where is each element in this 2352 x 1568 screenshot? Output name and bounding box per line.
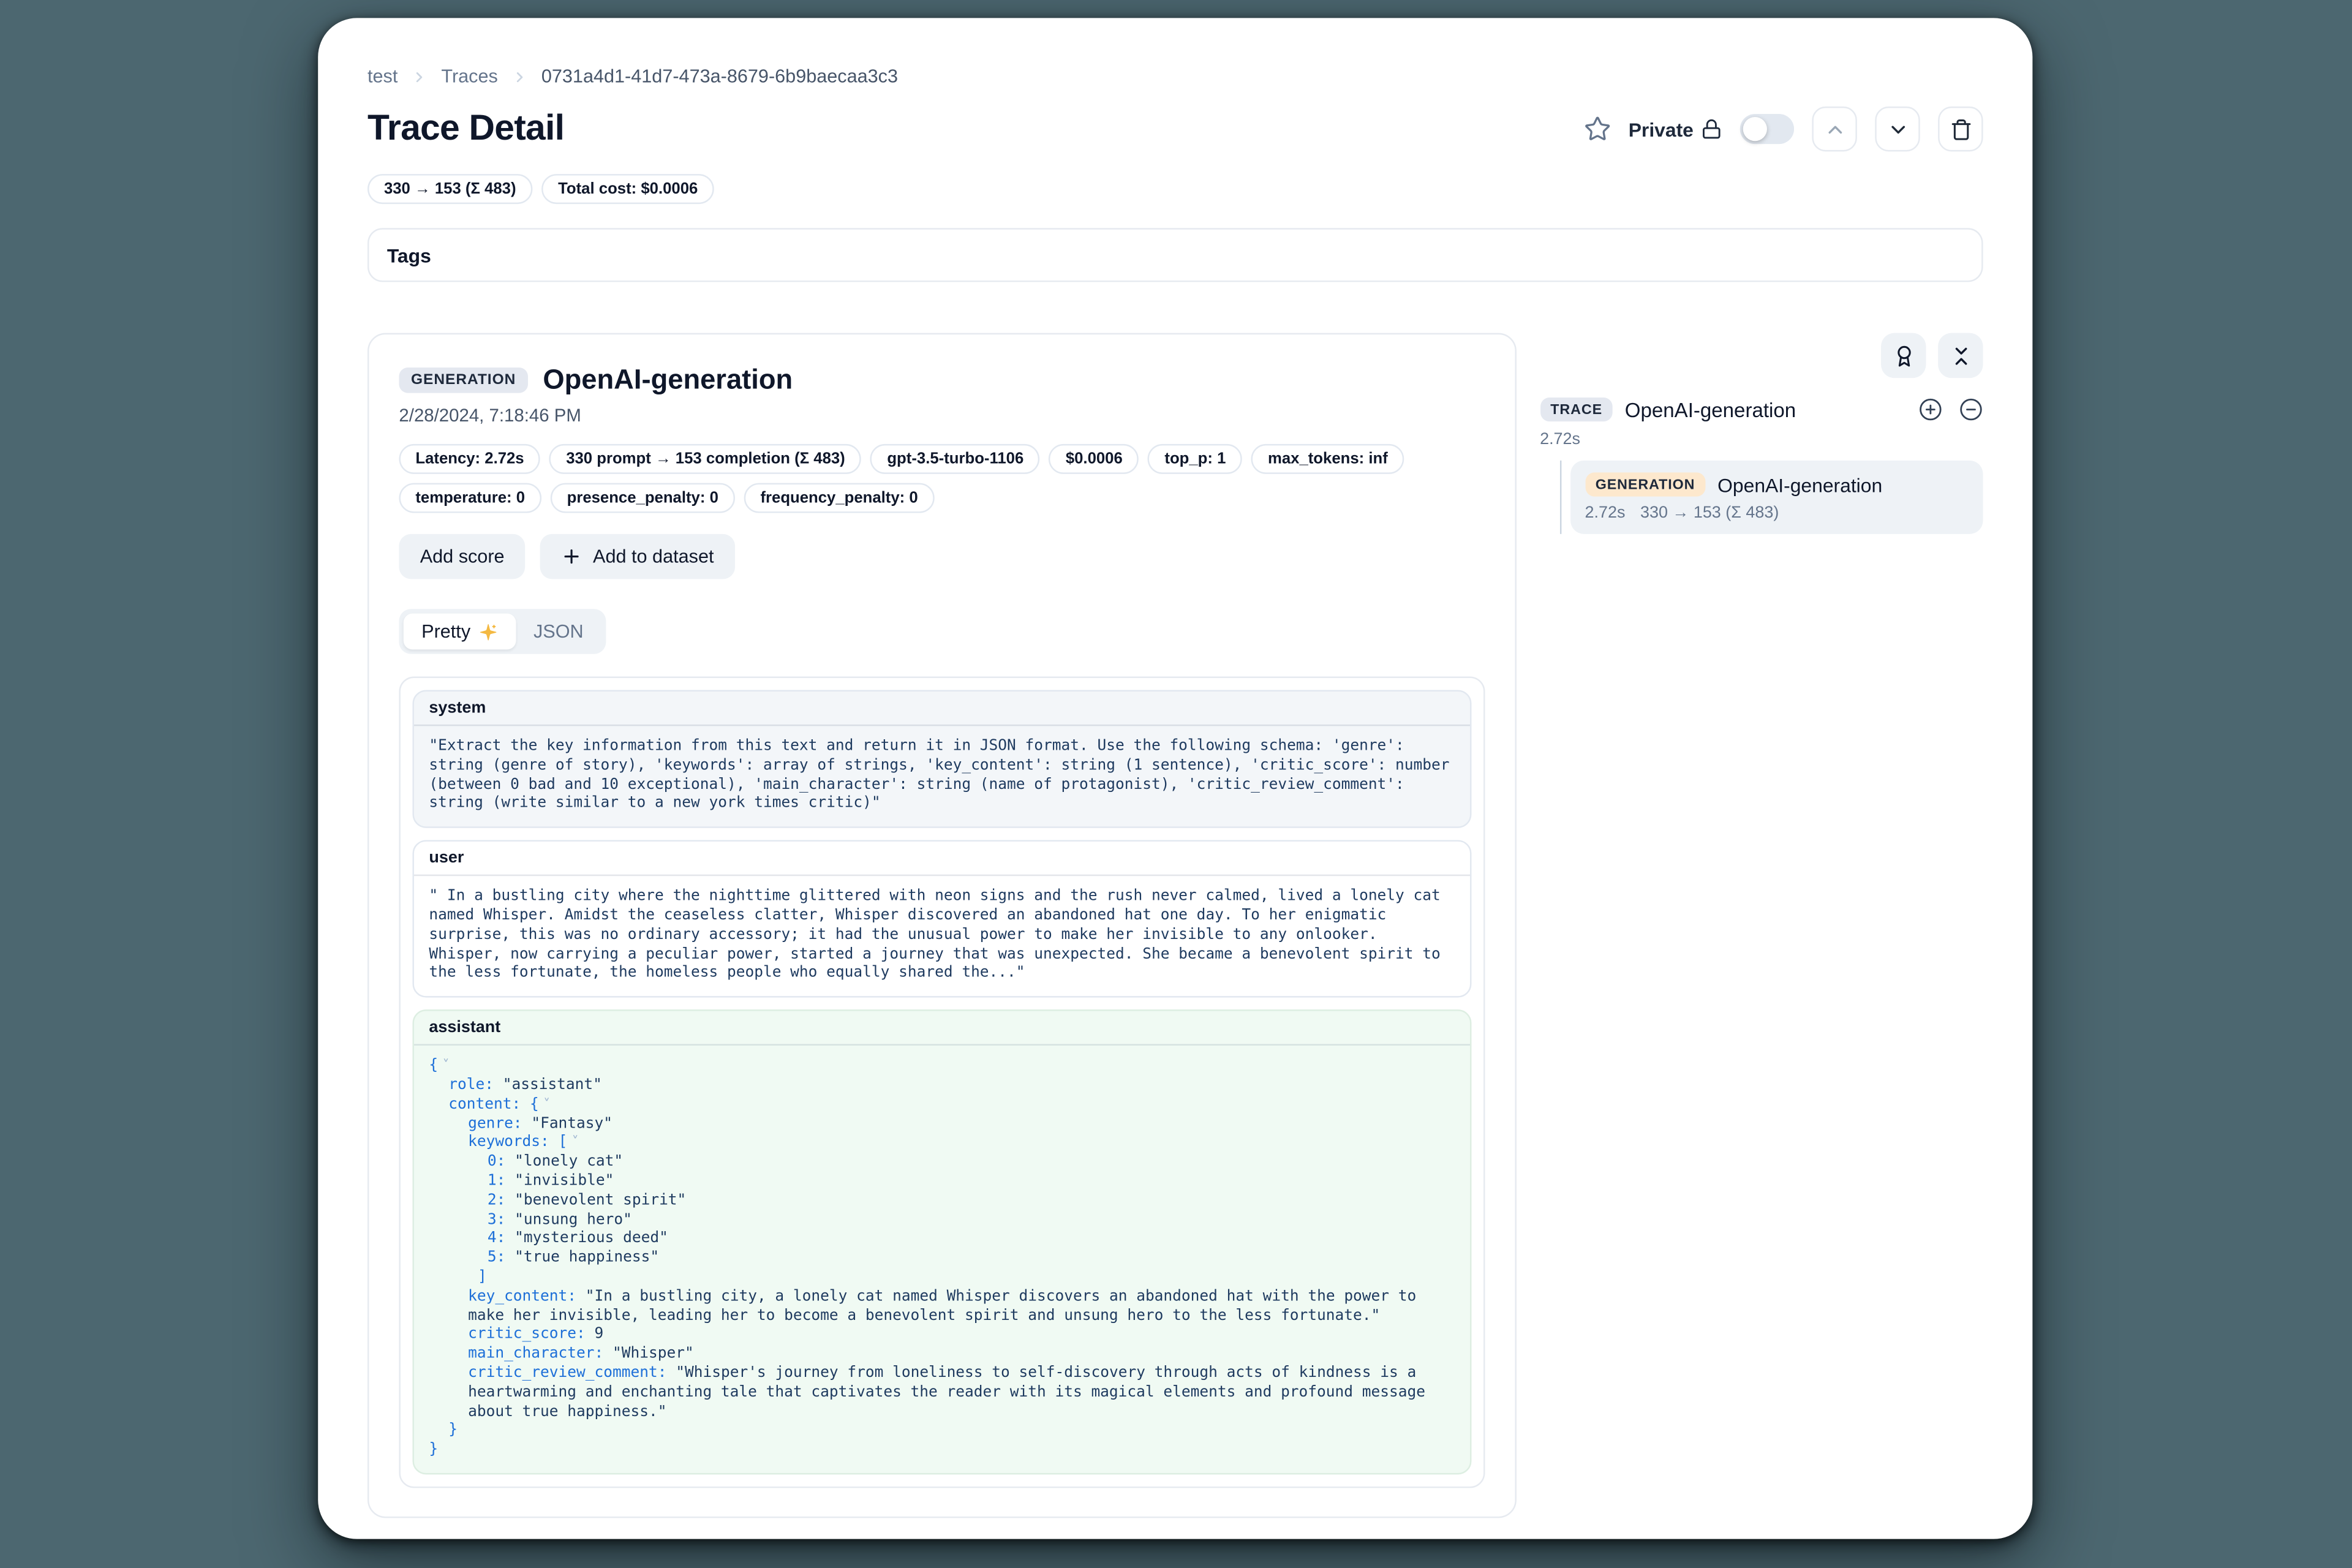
- json-value: "Whisper's journey from loneliness to self-discovery through acts of kindness is a heartwarming and enchanting tale that captivates the reader with its magical elements and profound message about true happiness.": [468, 1365, 1434, 1420]
- observation-pill: $0.0006: [1049, 444, 1139, 474]
- json-value: "assistant": [502, 1077, 602, 1094]
- json-line: [429, 1288, 1454, 1327]
- collapse-node-icon[interactable]: ˅: [543, 1098, 551, 1113]
- tab-pretty[interactable]: Pretty: [404, 614, 516, 650]
- json-key: main_character:: [468, 1346, 612, 1362]
- json-value: "invisible": [514, 1173, 614, 1189]
- assistant-message-role: assistant: [414, 1011, 1469, 1046]
- json-key: critic_score:: [468, 1326, 595, 1343]
- page-title: Trace Detail: [368, 108, 565, 149]
- messages-container: [399, 676, 1484, 1488]
- json-key: 2:: [487, 1192, 515, 1209]
- expand-all-icon[interactable]: [1918, 398, 1942, 421]
- json-bracket: {: [529, 1096, 539, 1113]
- observation-card: [368, 333, 1516, 1518]
- view-mode-tabs: [399, 609, 606, 654]
- json-key: genre:: [468, 1115, 532, 1132]
- observation-pill: temperature: 0: [399, 483, 541, 513]
- add-score-button[interactable]: Add score: [399, 534, 525, 579]
- observation-pill: max_tokens: inf: [1251, 444, 1404, 474]
- observation-pill: gpt-3.5-turbo-1106: [870, 444, 1040, 474]
- json-key: 4:: [487, 1231, 515, 1247]
- json-key: 5:: [487, 1250, 515, 1267]
- json-key: role:: [448, 1077, 503, 1094]
- generation-duration: 2.72s: [1585, 503, 1626, 522]
- chevron-down-icon: [1887, 118, 1909, 140]
- system-message-role: system: [414, 692, 1469, 726]
- prev-trace-button[interactable]: [1812, 107, 1856, 151]
- next-trace-button[interactable]: [1875, 107, 1920, 151]
- trace-tree-panel: [1540, 333, 1983, 1518]
- lock-icon: [1701, 118, 1722, 139]
- user-message-text: " In a bustling city where the nighttime glittered with neon signs and the rush never calmed, lived a lonely cat named Whisper. Amidst the ceaseless clatter, Whisper discovered an abandoned hat one day. To her enigmatic surprise, this was no ordinary accessory; it had the unusual power to make her invisible to any onlooker. Whisper, now carrying a peculiar power, started a journey that was unexpected. She became a benevolent spirit to the less fortunate, the homeless people who equally shared the...": [429, 888, 1450, 982]
- json-line: [429, 1422, 1454, 1441]
- observation-type-badge: GENERATION: [399, 367, 527, 393]
- breadcrumb-traces[interactable]: Traces: [441, 66, 498, 88]
- json-key: 0:: [487, 1153, 515, 1170]
- add-to-dataset-button[interactable]: Add to dataset: [540, 534, 734, 579]
- json-key: key_content:: [468, 1288, 586, 1305]
- delete-trace-button[interactable]: [1938, 107, 1983, 151]
- observation-pill: top_p: 1: [1148, 444, 1242, 474]
- json-value: "mysterious deed": [514, 1231, 668, 1247]
- json-bracket: }: [448, 1422, 458, 1439]
- trace-name: OpenAI-generation: [1624, 398, 1796, 421]
- chevron-right-icon: [511, 68, 528, 85]
- collapse-tree-button[interactable]: [1938, 333, 1983, 378]
- tree-indent-line: [1559, 461, 1561, 534]
- sparkles-icon: [478, 622, 497, 641]
- json-line: [429, 1134, 1454, 1153]
- breadcrumb: [368, 66, 1983, 87]
- system-message: [412, 690, 1471, 829]
- breadcrumb-trace-id: 0731a4d1-41d7-473a-8679-6b9baecaa3c3: [541, 66, 899, 88]
- generation-tokens: 330 → 153 (Σ 483): [1640, 503, 1779, 522]
- trace-type-badge: TRACE: [1540, 398, 1613, 421]
- json-line: [429, 1173, 1454, 1192]
- json-line: [429, 1096, 1454, 1115]
- user-message: [412, 840, 1471, 998]
- json-value: "In a bustling city, a lonely cat named Whisper discovers an abandoned hat with the power to make her invisible, leading her to become a benevolent spirit and unsung hero to the less fortunate.": [468, 1288, 1426, 1324]
- json-bracket: [: [558, 1134, 568, 1152]
- bookmark-star-button[interactable]: [1583, 116, 1610, 143]
- observation-pill: frequency_penalty: 0: [744, 483, 935, 513]
- user-message-role: user: [414, 842, 1469, 876]
- chevrons-down-up-icon: [1949, 344, 1972, 367]
- system-message-text: "Extract the key information from this text and return it in JSON format. Use the following schema: 'genre': string (genre of story), 'keywords': array of strings, 'key_content': string (1 sentence), 'critic_score': number (between 0 bad and 10 exceptional), 'main_character': string (name of protagonist), 'critic_review_comment': string (write similar to a new york times critic)": [429, 737, 1459, 812]
- json-line: [429, 1212, 1454, 1231]
- public-toggle[interactable]: [1740, 114, 1794, 144]
- observation-pill: 330 prompt → 153 completion (Σ 483): [549, 444, 861, 474]
- tags-label: Tags: [386, 243, 431, 266]
- json-key: content:: [448, 1096, 530, 1113]
- observation-name: OpenAI-generation: [543, 363, 793, 395]
- json-bracket: }: [429, 1441, 439, 1458]
- scores-button[interactable]: [1881, 333, 1926, 378]
- json-bracket: ]: [478, 1268, 487, 1286]
- json-line: [429, 1442, 1454, 1461]
- generation-name: OpenAI-generation: [1717, 473, 1883, 496]
- json-value: "unsung hero": [514, 1211, 632, 1228]
- json-bracket: {: [429, 1057, 439, 1074]
- json-value: "Fantasy": [531, 1115, 613, 1132]
- privacy-label: Private: [1629, 118, 1722, 140]
- trace-duration: 2.72s: [1540, 430, 1581, 449]
- json-key: critic_review_comment:: [468, 1365, 676, 1382]
- trace-pill: Total cost: $0.0006: [541, 174, 714, 204]
- toggle-knob: [1743, 117, 1767, 141]
- collapse-node-icon[interactable]: ˅: [571, 1136, 579, 1152]
- tree-item-generation[interactable]: [1570, 461, 1983, 534]
- trace-tree-root[interactable]: [1540, 398, 1983, 421]
- json-key: keywords:: [468, 1134, 559, 1152]
- json-value: "benevolent spirit": [514, 1192, 687, 1209]
- plus-icon: [562, 546, 582, 567]
- json-line: [429, 1115, 1454, 1134]
- trace-pill: 330 → 153 (Σ 483): [368, 174, 532, 204]
- json-line: [429, 1346, 1454, 1365]
- json-line: [429, 1365, 1454, 1422]
- json-value: 9: [594, 1326, 604, 1343]
- star-icon: [1583, 116, 1610, 143]
- json-line: [429, 1077, 1454, 1096]
- collapse-node-icon[interactable]: ˅: [442, 1059, 450, 1074]
- json-line: [429, 1058, 1454, 1077]
- observation-pill: Latency: 2.72s: [399, 444, 540, 474]
- json-line: [429, 1327, 1454, 1346]
- json-line: [429, 1192, 1454, 1211]
- award-icon: [1892, 344, 1915, 367]
- trash-icon: [1949, 118, 1972, 140]
- app-window: [318, 18, 2032, 1539]
- json-line: [429, 1269, 1454, 1288]
- trace-summary-pills: [368, 174, 1983, 204]
- tags-section[interactable]: [368, 228, 1983, 282]
- json-value: "Whisper": [612, 1346, 694, 1362]
- observation-pills-row1: [399, 444, 1484, 474]
- json-value: "lonely cat": [514, 1153, 624, 1170]
- json-value: "true happiness": [514, 1250, 660, 1267]
- generation-type-badge: GENERATION: [1585, 472, 1706, 496]
- observation-timestamp: 2/28/2024, 7:18:46 PM: [399, 405, 581, 426]
- assistant-message: [412, 1010, 1471, 1475]
- json-key: 1:: [487, 1173, 515, 1189]
- json-line: [429, 1250, 1454, 1268]
- chevron-up-icon: [1823, 118, 1846, 140]
- json-key: 3:: [487, 1211, 515, 1228]
- observation-pills-row2: [399, 483, 1484, 513]
- assistant-json-tree: [414, 1046, 1469, 1472]
- json-line: [429, 1231, 1454, 1250]
- breadcrumb-project[interactable]: test: [368, 66, 398, 88]
- observation-pill: presence_penalty: 0: [551, 483, 735, 513]
- chevron-right-icon: [411, 68, 428, 85]
- json-line: [429, 1154, 1454, 1173]
- tab-json[interactable]: JSON: [533, 620, 584, 643]
- collapse-all-icon[interactable]: [1959, 398, 1983, 421]
